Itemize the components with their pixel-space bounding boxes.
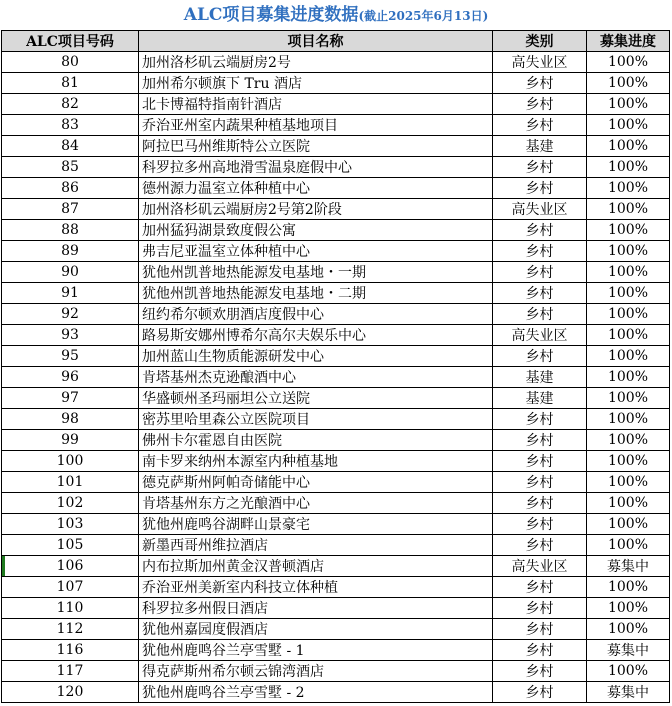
category-cell[interactable]: 乡村 xyxy=(493,283,587,304)
project-name-cell[interactable]: 密苏里哈里森公立医院项目 xyxy=(139,409,493,430)
project-number-cell[interactable]: 99 xyxy=(2,430,139,451)
table-row xyxy=(2,73,670,94)
project-name-cell[interactable]: 纽约希尔顿欢朋酒店度假中心 xyxy=(139,304,493,325)
table-row xyxy=(2,94,670,115)
table-row xyxy=(2,577,670,598)
category-cell[interactable]: 乡村 xyxy=(493,94,587,115)
project-name-cell[interactable]: 加州蓝山生物质能源研发中心 xyxy=(139,346,493,367)
table-row xyxy=(2,241,670,262)
table-row xyxy=(2,199,670,220)
project-number-cell[interactable]: 110 xyxy=(2,598,139,619)
category-cell[interactable]: 高失业区 xyxy=(493,556,587,577)
project-name-cell[interactable]: 犹他州鹿鸣谷湖畔山景豪宅 xyxy=(139,514,493,535)
project-number-cell[interactable]: 93 xyxy=(2,325,139,346)
project-name-cell[interactable]: 乔治亚州室内蔬果种植基地项目 xyxy=(139,115,493,136)
project-name-cell[interactable]: 新墨西哥州维拉酒店 xyxy=(139,535,493,556)
category-cell[interactable]: 乡村 xyxy=(493,430,587,451)
project-number-cell[interactable]: 85 xyxy=(2,157,139,178)
header-project-name[interactable]: 项目名称 xyxy=(139,31,493,52)
header-progress[interactable]: 募集进度 xyxy=(587,31,670,52)
category-cell[interactable]: 乡村 xyxy=(493,73,587,94)
category-cell[interactable]: 乡村 xyxy=(493,577,587,598)
progress-cell[interactable]: 100% xyxy=(587,451,670,472)
project-name-cell[interactable]: 佛州卡尔霍恩自由医院 xyxy=(139,430,493,451)
table-row xyxy=(2,472,670,493)
category-cell[interactable]: 乡村 xyxy=(493,472,587,493)
project-number-cell[interactable]: 86 xyxy=(2,178,139,199)
project-number-cell[interactable]: 112 xyxy=(2,619,139,640)
table-row xyxy=(2,619,670,640)
progress-cell[interactable]: 100% xyxy=(587,220,670,241)
project-name-cell[interactable]: 科罗拉多州假日酒店 xyxy=(139,598,493,619)
category-cell[interactable]: 乡村 xyxy=(493,640,587,661)
progress-cell[interactable]: 100% xyxy=(587,283,670,304)
project-name-cell[interactable]: 路易斯安娜州博希尔高尔夫娱乐中心 xyxy=(139,325,493,346)
category-cell[interactable]: 乡村 xyxy=(493,598,587,619)
progress-cell[interactable]: 100% xyxy=(587,262,670,283)
progress-cell[interactable]: 100% xyxy=(587,115,670,136)
project-number-cell[interactable]: 87 xyxy=(2,199,139,220)
category-cell[interactable]: 乡村 xyxy=(493,220,587,241)
header-row xyxy=(2,31,670,52)
project-name-cell[interactable]: 加州猛犸湖景致度假公寓 xyxy=(139,220,493,241)
project-table xyxy=(1,30,670,703)
category-cell[interactable]: 乡村 xyxy=(493,535,587,556)
progress-cell[interactable]: 100% xyxy=(587,157,670,178)
category-cell[interactable]: 乡村 xyxy=(493,493,587,514)
project-number-cell[interactable]: 88 xyxy=(2,220,139,241)
project-name-cell[interactable]: 肯塔基州杰克逊酿酒中心 xyxy=(139,367,493,388)
progress-cell[interactable]: 100% xyxy=(587,52,670,73)
table-row xyxy=(2,346,670,367)
table-row xyxy=(2,682,670,703)
project-number-cell[interactable]: 102 xyxy=(2,493,139,514)
project-name-cell[interactable]: 犹他州鹿鸣谷兰亭雪墅 - 1 xyxy=(139,640,493,661)
progress-cell[interactable]: 100% xyxy=(587,472,670,493)
project-number-cell[interactable]: 82 xyxy=(2,94,139,115)
project-number-cell[interactable]: 96 xyxy=(2,367,139,388)
table-row xyxy=(2,115,670,136)
project-name-cell[interactable]: 德克萨斯州阿帕奇储能中心 xyxy=(139,472,493,493)
progress-cell[interactable]: 100% xyxy=(587,304,670,325)
table-row xyxy=(2,661,670,682)
project-number-cell[interactable]: 107 xyxy=(2,577,139,598)
category-cell[interactable]: 乡村 xyxy=(493,346,587,367)
progress-cell[interactable]: 100% xyxy=(587,619,670,640)
category-cell[interactable]: 乡村 xyxy=(493,619,587,640)
project-name-cell[interactable]: 北卡博福特指南针酒店 xyxy=(139,94,493,115)
project-name-cell[interactable]: 加州洛杉矶云端厨房2号 xyxy=(139,52,493,73)
category-cell[interactable]: 基建 xyxy=(493,367,587,388)
progress-cell[interactable]: 100% xyxy=(587,325,670,346)
table-row xyxy=(2,304,670,325)
project-number-cell[interactable]: 100 xyxy=(2,451,139,472)
project-number-cell[interactable]: 106 xyxy=(2,556,139,577)
progress-cell[interactable]: 募集中 xyxy=(587,640,670,661)
category-cell[interactable]: 高失业区 xyxy=(493,52,587,73)
progress-cell[interactable]: 100% xyxy=(587,178,670,199)
table-row xyxy=(2,493,670,514)
table-row xyxy=(2,514,670,535)
progress-cell[interactable]: 100% xyxy=(587,430,670,451)
category-cell[interactable]: 高失业区 xyxy=(493,325,587,346)
project-number-cell[interactable]: 105 xyxy=(2,535,139,556)
progress-cell[interactable]: 100% xyxy=(587,535,670,556)
project-name-cell[interactable]: 犹他州凯普地热能源发电基地・一期 xyxy=(139,262,493,283)
project-number-cell[interactable]: 84 xyxy=(2,136,139,157)
project-name-cell[interactable]: 内布拉斯加州黄金汉普顿酒店 xyxy=(139,556,493,577)
project-number-cell[interactable]: 116 xyxy=(2,640,139,661)
project-number-cell[interactable]: 101 xyxy=(2,472,139,493)
progress-cell[interactable]: 100% xyxy=(587,598,670,619)
category-cell[interactable]: 乡村 xyxy=(493,304,587,325)
progress-cell[interactable]: 100% xyxy=(587,73,670,94)
category-cell[interactable]: 乡村 xyxy=(493,241,587,262)
progress-cell[interactable]: 100% xyxy=(587,346,670,367)
progress-cell[interactable]: 100% xyxy=(587,493,670,514)
progress-cell[interactable]: 100% xyxy=(587,241,670,262)
table-row xyxy=(2,409,670,430)
category-cell[interactable]: 基建 xyxy=(493,388,587,409)
project-number-cell[interactable]: 97 xyxy=(2,388,139,409)
sheet-title-date: (截止2025年6月13日) xyxy=(358,9,489,23)
progress-cell[interactable]: 100% xyxy=(587,388,670,409)
table-row xyxy=(2,220,670,241)
category-cell[interactable]: 乡村 xyxy=(493,514,587,535)
project-number-cell[interactable]: 92 xyxy=(2,304,139,325)
project-number-cell[interactable]: 89 xyxy=(2,241,139,262)
table-row xyxy=(2,598,670,619)
project-name-cell[interactable]: 犹他州凯普地热能源发电基地・二期 xyxy=(139,283,493,304)
category-cell[interactable]: 乡村 xyxy=(493,661,587,682)
project-number-cell[interactable]: 90 xyxy=(2,262,139,283)
progress-cell[interactable]: 100% xyxy=(587,136,670,157)
table-row xyxy=(2,388,670,409)
category-cell[interactable]: 乡村 xyxy=(493,682,587,703)
table-row xyxy=(2,157,670,178)
project-name-cell[interactable]: 乔治亚州美新室内科技立体种植 xyxy=(139,577,493,598)
table-row xyxy=(2,262,670,283)
table-row xyxy=(2,430,670,451)
sheet-title-main: ALC项目募集进度数据 xyxy=(183,5,359,25)
progress-cell[interactable]: 100% xyxy=(587,661,670,682)
table-row xyxy=(2,367,670,388)
table-row xyxy=(2,325,670,346)
project-number-cell[interactable]: 80 xyxy=(2,52,139,73)
table-row xyxy=(2,178,670,199)
progress-cell[interactable]: 100% xyxy=(587,367,670,388)
project-name-cell[interactable]: 华盛顿州圣玛丽坦公立送院 xyxy=(139,388,493,409)
table-row xyxy=(2,556,670,577)
table-row xyxy=(2,451,670,472)
category-cell[interactable]: 乡村 xyxy=(493,262,587,283)
category-cell[interactable]: 乡村 xyxy=(493,451,587,472)
progress-cell[interactable]: 100% xyxy=(587,94,670,115)
project-name-cell[interactable]: 弗吉尼亚温室立体种植中心 xyxy=(139,241,493,262)
project-number-cell[interactable]: 91 xyxy=(2,283,139,304)
project-name-cell[interactable]: 得克萨斯州希尔顿云锦湾酒店 xyxy=(139,661,493,682)
progress-cell[interactable]: 100% xyxy=(587,409,670,430)
table-row xyxy=(2,52,670,73)
header-category[interactable]: 类别 xyxy=(493,31,587,52)
project-name-cell[interactable]: 肯塔基州东方之光酿酒中心 xyxy=(139,493,493,514)
project-name-cell[interactable]: 科罗拉多州高地滑雪温泉庭假中心 xyxy=(139,157,493,178)
project-number-cell[interactable]: 95 xyxy=(2,346,139,367)
project-number-cell[interactable]: 117 xyxy=(2,661,139,682)
progress-cell[interactable]: 100% xyxy=(587,577,670,598)
project-name-cell[interactable]: 德州源力温室立体种植中心 xyxy=(139,178,493,199)
category-cell[interactable]: 基建 xyxy=(493,136,587,157)
project-number-cell[interactable]: 98 xyxy=(2,409,139,430)
category-cell[interactable]: 乡村 xyxy=(493,409,587,430)
project-name-cell[interactable]: 加州希尔顿旗下 Tru 酒店 xyxy=(139,73,493,94)
category-cell[interactable]: 乡村 xyxy=(493,115,587,136)
category-cell[interactable]: 高失业区 xyxy=(493,199,587,220)
table-row xyxy=(2,535,670,556)
project-name-cell[interactable]: 南卡罗来纳州本源室内种植基地 xyxy=(139,451,493,472)
project-number-cell[interactable]: 83 xyxy=(2,115,139,136)
project-name-cell[interactable]: 加州洛杉矶云端厨房2号第2阶段 xyxy=(139,199,493,220)
project-number-cell[interactable]: 81 xyxy=(2,73,139,94)
table-row xyxy=(2,640,670,661)
category-cell[interactable]: 乡村 xyxy=(493,157,587,178)
progress-cell[interactable]: 募集中 xyxy=(587,556,670,577)
progress-cell[interactable]: 100% xyxy=(587,514,670,535)
project-number-cell[interactable]: 120 xyxy=(2,682,139,703)
sheet-title xyxy=(0,0,672,30)
table-row xyxy=(2,136,670,157)
header-project-number[interactable]: ALC项目号码 xyxy=(2,31,139,52)
table-row xyxy=(2,283,670,304)
project-name-cell[interactable]: 犹他州鹿鸣谷兰亭雪墅 - 2 xyxy=(139,682,493,703)
progress-cell[interactable]: 募集中 xyxy=(587,682,670,703)
category-cell[interactable]: 乡村 xyxy=(493,178,587,199)
project-name-cell[interactable]: 犹他州嘉园度假酒店 xyxy=(139,619,493,640)
project-name-cell[interactable]: 阿拉巴马州维斯特公立医院 xyxy=(139,136,493,157)
project-number-cell[interactable]: 103 xyxy=(2,514,139,535)
progress-cell[interactable]: 100% xyxy=(587,199,670,220)
